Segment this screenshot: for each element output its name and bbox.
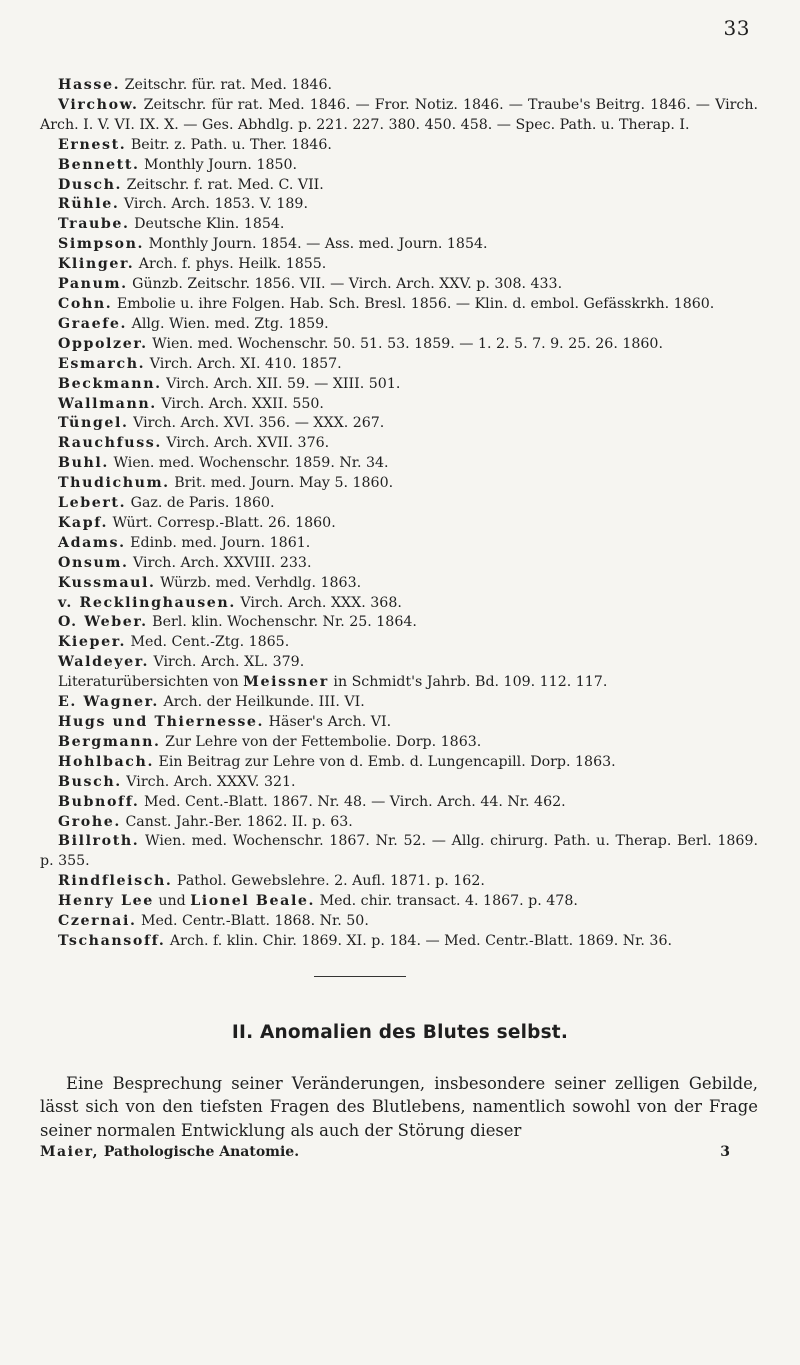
reference-author: Dusch. [58, 176, 123, 193]
reference-entry [40, 474, 758, 494]
reference-citation: Edinb. med. Journ. 1861. [125, 534, 311, 551]
reference-author: Kapf. [58, 514, 108, 531]
reference-citation: Virch. Arch. XXVIII. 233. [128, 554, 312, 571]
reference-citation: Berl. klin. Wochenschr. Nr. 25. 1864. [147, 614, 417, 631]
reference-citation: Wien. med. Wochenschr. 1867. Nr. 52. — Allg. chirurg. Path. u. Therap. Berl. 1869. p. 355. [40, 833, 758, 870]
reference-author: Henry Lee [58, 893, 154, 910]
reference-entry [40, 872, 758, 892]
reference-entry [40, 96, 758, 136]
reference-author: Tschansoff. [58, 932, 166, 949]
reference-entry [40, 693, 758, 713]
reference-citation: Monthly Journ. 1854. — Ass. med. Journ. 1854. [144, 236, 488, 253]
reference-citation: Zeitschr. f. rat. Med. C. VII. [122, 176, 324, 193]
reference-author: Rauchfuss. [58, 435, 162, 452]
reference-citation: Virch. Arch. XXXV. 321. [121, 773, 296, 790]
reference-entry [40, 733, 758, 753]
reference-entry [40, 494, 758, 514]
reference-entry [40, 773, 758, 793]
reference-citation: Wien. med. Wochenschr. 50. 51. 53. 1859. — 1. 2. 5. 7. 9. 25. 26. 1860. [147, 335, 663, 352]
reference-citation: Beitr. z. Path. u. Ther. 1846. [126, 136, 332, 153]
reference-author: Rindfleisch. [58, 873, 173, 890]
reference-entry [40, 613, 758, 633]
footer-title: Pathologische Anatomie. [99, 1144, 300, 1160]
reference-citation: Deutsche Klin. 1854. [129, 216, 285, 233]
section-heading: II. Anomalien des Blutes selbst. [231, 1022, 569, 1043]
reference-author: Beckmann. [58, 375, 162, 392]
reference-entry [40, 395, 758, 415]
reference-entry [40, 653, 758, 673]
reference-entry [40, 195, 758, 215]
reference-citation: Pathol. Gewebslehre. 2. Aufl. 1871. p. 162. [172, 873, 485, 890]
reference-entry [40, 594, 758, 614]
reference-citation: Med. chir. transact. 4. 1867. p. 478. [315, 893, 578, 910]
reference-author: Rühle. [58, 196, 120, 213]
reference-entry [40, 633, 758, 653]
reference-citation: Virch. Arch. XL. 379. [149, 654, 305, 671]
reference-citation: Virch. Arch. XVI. 356. — XXX. 267. [128, 415, 385, 432]
reference-author: Busch. [58, 773, 122, 790]
reference-entry [40, 554, 758, 574]
reference-author: Hasse. [58, 77, 121, 93]
reference-entry [40, 753, 758, 773]
reference-author: Cohn. [58, 295, 113, 312]
reference-author: O. Weber. [58, 614, 148, 631]
reference-entry [40, 793, 758, 813]
reference-author: Bergmann. [58, 733, 161, 750]
reference-author: Graefe. [58, 315, 128, 332]
reference-entry [40, 514, 758, 534]
reference-citation: Med. Cent.-Blatt. 1867. Nr. 48. — Virch. Arch. 44. Nr. 462. [139, 793, 566, 810]
reference-entry [40, 76, 758, 96]
reference-author: Simpson. [58, 236, 145, 253]
reference-author: Hohlbach. [58, 753, 154, 770]
body-text [40, 1072, 758, 1142]
reference-entry [40, 892, 758, 912]
reference-citation: Embolie u. ihre Folgen. Hab. Sch. Bresl. 1856. — Klin. d. embol. Gefässkrkh. 1860. [112, 295, 715, 312]
reference-citation: Günzb. Zeitschr. 1856. VII. — Virch. Arch. XXV. p. 308. 433. [127, 276, 563, 293]
reference-author: Tüngel. [58, 415, 129, 432]
reference-citation: Allg. Wien. med. Ztg. 1859. [127, 315, 329, 332]
bibliography-list [40, 76, 758, 952]
reference-citation: Med. Centr.-Blatt. 1868. Nr. 50. [136, 913, 369, 930]
reference-citation: Gaz. de Paris. 1860. [126, 495, 275, 512]
reference-author: Thudichum. [58, 475, 170, 492]
reference-author: Klinger. [58, 256, 135, 273]
footer-author: Maier, [40, 1144, 100, 1160]
reference-entry [40, 375, 758, 395]
reference-author: Traube. [58, 216, 130, 233]
reference-citation: Ein Beitrag zur Lehre von d. Emb. d. Lungencapill. Dorp. 1863. [153, 753, 616, 770]
reference-entry [40, 534, 758, 554]
reference-citation: Virch. Arch. 1853. V. 189. [119, 196, 308, 213]
reference-entry [40, 136, 758, 156]
reference-citation: Wien. med. Wochenschr. 1859. Nr. 34. [108, 455, 389, 472]
reference-author: Meissner [243, 674, 329, 691]
reference-author: Adams. [58, 534, 126, 551]
reference-citation: Arch. f. phys. Heilk. 1855. [134, 256, 327, 273]
reference-author: Kussmaul. [58, 574, 156, 591]
reference-author: Czernai. [58, 913, 137, 930]
page-number: 33 [723, 16, 750, 40]
reference-author: Billroth. [58, 833, 140, 850]
reference-citation: Würzb. med. Verhdlg. 1863. [155, 574, 362, 591]
reference-citation: Häser's Arch. VI. [264, 714, 392, 730]
reference-entry [40, 215, 758, 235]
reference-citation: Virch. Arch. XII. 59. — XIII. 501. [161, 375, 401, 392]
reference-author: Lebert. [58, 495, 127, 512]
reference-citation: Zeitschr. für rat. Med. 1846. — Fror. Notiz. 1846. — Traube's Beitrg. 1846. — Virch. Arch. I. V. VI. IX. X. — Ges. Abhdlg. p. 221. 227. 380. 450. 458. — Spec. Path. u. Therap. I. [40, 96, 758, 133]
reference-citation: Virch. Arch. XI. 410. 1857. [145, 355, 342, 372]
reference-entry [40, 673, 758, 693]
reference-entry [40, 295, 758, 315]
reference-author: Lionel Beale. [190, 893, 316, 910]
reference-entry [40, 912, 758, 932]
section-divider [314, 976, 406, 977]
reference-citation: Virch. Arch. XVII. 376. [161, 435, 330, 452]
reference-prefix: Literaturübersichten von [58, 674, 244, 691]
reference-author: Oppolzer. [58, 335, 148, 352]
reference-citation: in Schmidt's Jahrb. Bd. 109. 112. 117. [328, 674, 608, 691]
reference-citation: Virch. Arch. XXII. 550. [156, 395, 324, 412]
reference-author: Waldeyer. [58, 654, 150, 671]
reference-author: E. Wagner. [58, 694, 159, 711]
reference-author: Wallmann. [58, 395, 157, 412]
reference-author: Esmarch. [58, 355, 146, 372]
reference-citation: und [153, 893, 191, 910]
reference-citation: Virch. Arch. XXX. 368. [235, 594, 402, 611]
reference-citation: Med. Cent.-Ztg. 1865. [126, 634, 290, 651]
reference-citation: Brit. med. Journ. May 5. 1860. [169, 475, 394, 492]
reference-author: Bubnoff. [58, 793, 140, 810]
reference-entry [40, 156, 758, 176]
reference-author: Ernest. [58, 136, 127, 153]
reference-entry [40, 315, 758, 335]
reference-entry [40, 832, 758, 872]
reference-entry [40, 454, 758, 474]
reference-citation: Monthly Journ. 1850. [139, 156, 298, 173]
reference-author: v. Recklinghausen. [58, 594, 236, 611]
reference-entry [40, 355, 758, 375]
reference-author: Buhl. [58, 455, 109, 472]
reference-entry [40, 713, 758, 733]
body-paragraph: Eine Besprechung seiner Veränderungen, insbesondere seiner zelligen Gebilde, lässt sich von den tiefsten Fragen des Blutlebens, namentlich sowohl von der Frage seiner normalen Entwicklung als auch der Störung dieser [40, 1074, 758, 1140]
reference-entry [40, 434, 758, 454]
reference-author: Kieper. [58, 634, 127, 651]
reference-citation: Zeitschr. für. rat. Med. 1846. [120, 77, 332, 93]
reference-author: Grohe. [58, 813, 121, 830]
reference-entry [40, 275, 758, 295]
reference-author: Onsum. [58, 554, 129, 571]
reference-entry [40, 235, 758, 255]
reference-citation: Würt. Corresp.-Blatt. 26. 1860. [107, 514, 336, 531]
reference-citation: Canst. Jahr.-Ber. 1862. II. p. 63. [120, 813, 353, 830]
reference-author: Panum. [58, 276, 128, 293]
reference-citation: Zur Lehre von der Fettembolie. Dorp. 1863. [160, 733, 482, 750]
reference-entry [40, 335, 758, 355]
reference-author: Hugs und Thiernesse. [58, 714, 265, 730]
reference-entry [40, 176, 758, 196]
page-footer [40, 1144, 740, 1160]
reference-entry [40, 813, 758, 833]
reference-author: Virchow. [58, 96, 139, 113]
reference-citation: Arch. f. klin. Chir. 1869. XI. p. 184. — Med. Centr.-Blatt. 1869. Nr. 36. [165, 932, 672, 949]
reference-entry [40, 414, 758, 434]
reference-author: Bennett. [58, 156, 140, 173]
reference-entry [40, 932, 758, 952]
reference-entry [40, 255, 758, 275]
sheet-number: 3 [720, 1144, 730, 1160]
reference-citation: Arch. der Heilkunde. III. VI. [158, 694, 365, 711]
reference-entry [40, 574, 758, 594]
